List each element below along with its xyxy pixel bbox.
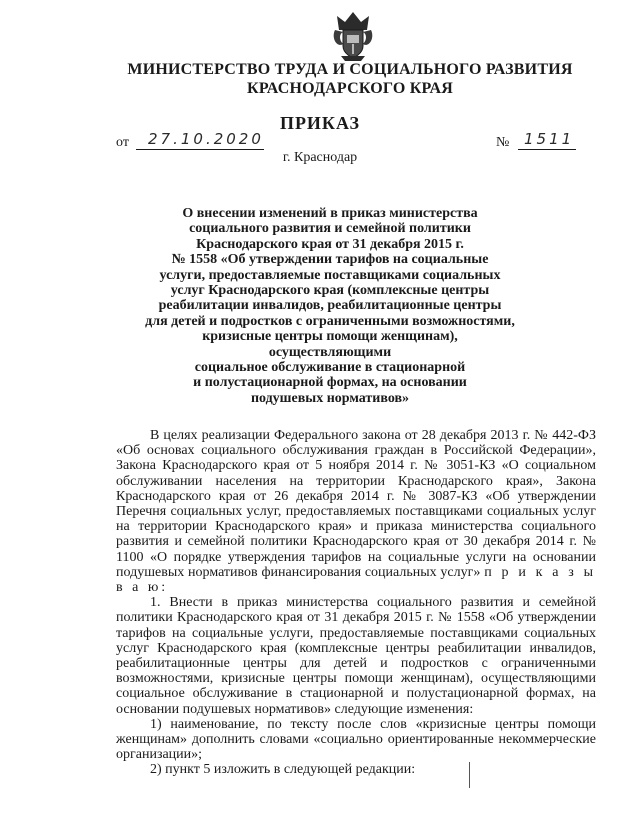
document-type: ПРИКАЗ (279, 113, 361, 133)
order-body (116, 428, 596, 778)
date-field (136, 131, 264, 150)
title-line: № 1558 «Об утверждении тарифов на социальные (171, 252, 489, 268)
title-line: для детей и подростков с ограниченными возможностями, (145, 313, 515, 329)
order-title (140, 206, 520, 406)
item-1: 1. Внести в приказ министерства социального развития и семейной политики Краснодарского края от 31 декабря 2015 г. № 1558 «Об утверждении тарифов на социальные услуги, предоставляемые поставщиками социальных услуг Краснодарского края (комплексные центры реабилитации инвалидов, реабилитационные центры для детей и подростков с ограниченными возможностями, кризисные центры помощи женщинам), осуществляющими социальное обслуживание в стационарной и полустационарной формах, на основании подушевых нормативов» следующие изменения: (116, 595, 596, 717)
title-line: социального развития и семейной политики (189, 221, 471, 237)
title-line: реабилитации инвалидов, реабилитационные центры (158, 298, 502, 314)
title-line: подушевых нормативов» (250, 390, 410, 406)
title-line: услуги, предоставляемые поставщиками социальных (159, 267, 501, 283)
prikazyvayu-word: п р и к а з ы в а ю: (116, 564, 597, 596)
title-line: О внесении изменений в приказ министерства (182, 206, 478, 221)
preamble-text: В целях реализации Федерального закона от 28 декабря 2013 г. № 442-ФЗ «Об основах социального обслуживания граждан в Российской Федерации», Закона Краснодарского края от 5 ноября 2014 г. № 3051-КЗ «О социальном обслуживании населения на территории Краснодарского края», Закона Краснодарского края от 26 декабря 2014 г. № 3087-КЗ «Об утверждении Перечня социальных услуг, предоставляемых поставщиками социальных услуг на территории Краснодарского края» и приказа министерства социального развития и семейной политики Краснодарского края от 30 декабря 2014 г. № 1100 «О порядке утверждения тарифов на социальные услуги на основании подушевых нормативов финансирования социальных услуг» (116, 428, 596, 580)
title-line: социальное обслуживание в стационарной (194, 360, 466, 376)
handwritten-date: 27.10.2020 (148, 130, 264, 148)
date-prefix: от (116, 135, 129, 150)
ministry-line-2: КРАСНОДАРСКОГО КРАЯ (247, 80, 453, 97)
preamble-paragraph (116, 428, 596, 595)
number-prefix: № (496, 135, 510, 150)
title-line: услуг Краснодарского края (комплексные центры (170, 283, 490, 299)
item-1-1: 1) наименование, по тексту после слов «кризисные центры помощи женщинам» дополнить словами «социально ориентированные некоммерческие организации»; (116, 716, 596, 763)
title-line: и полустационарной формах, на основании (193, 375, 467, 391)
handwritten-number: 1511 (524, 130, 575, 148)
number-field (518, 131, 576, 150)
city: г. Краснодар (282, 150, 358, 165)
title-line: Краснодарского края от 31 декабря 2015 г. (196, 236, 464, 252)
item-1-2: 2) пункт 5 изложить в следующей редакции: (150, 762, 416, 778)
scan-mark (469, 762, 473, 788)
title-line: кризисные центры помощи женщинам), осуществляющими (202, 329, 458, 360)
ministry-name (60, 60, 640, 98)
ministry-line-1: МИНИСТЕРСТВО ТРУДА И СОЦИАЛЬНОГО РАЗВИТИЯ (127, 61, 573, 78)
coat-of-arms-icon (331, 8, 375, 62)
